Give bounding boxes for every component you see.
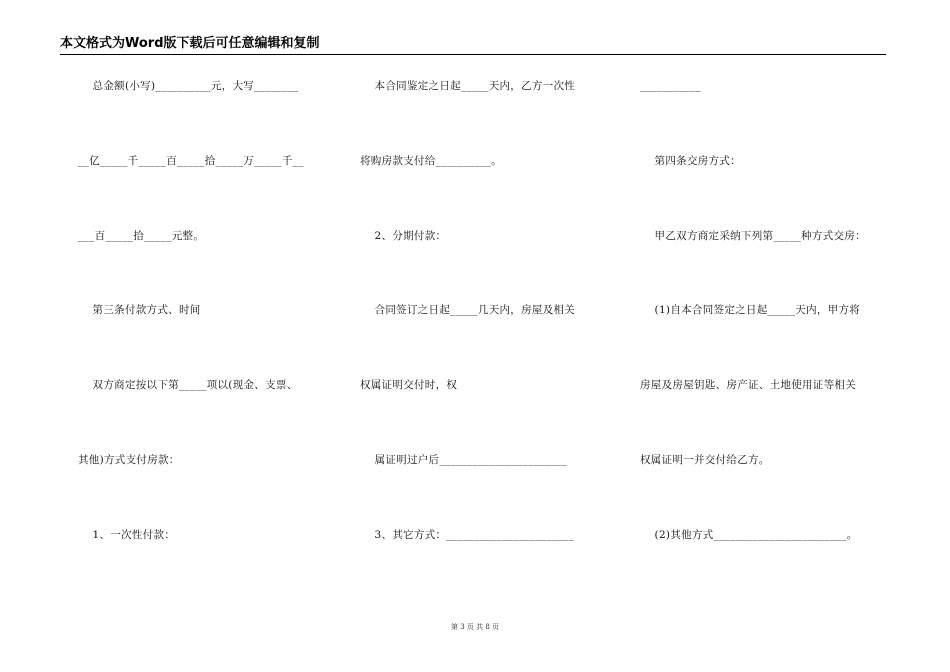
column-1-line-3: ___百_____拾_____元整。 [78,230,205,242]
column-2-line-4: 合同签订之日起_____几天内，房屋及相关 [360,304,576,316]
column-2-line-5: 权属证明交付时，权 [360,379,458,391]
column-1-line-6: 其他)方式支付房款： [78,454,180,466]
column-2-line-6: 属证明过户后_______________________ [360,454,567,466]
column-1-line-7: 1、一次性付款： [78,529,176,541]
column-3-line-2: 第四条交房方式： [640,155,741,167]
column-1-line-4: 第三条付款方式、时间 [78,304,201,316]
page-footer: 第 3 页 共 8 页 [450,623,500,631]
column-1-line-1: 总金额(小写)__________元，大写________ [78,80,299,92]
column-2-line-2: 将购房款支付给__________。 [360,155,502,167]
column-3-line-6: 权属证明一并交付给乙方。 [640,454,770,466]
column-1-line-5: 双方商定按以下第_____项以(现金、支票、 [78,379,298,391]
column-1-line-2: __亿_____千_____百_____拾_____万_____千__ [78,155,304,167]
column-3-line-7: (2)其他方式________________________。 [640,529,858,541]
column-2-line-3: 2、分期付款： [360,230,447,242]
column-3-line-1: ___________ [640,80,702,92]
text-column-3 [640,0,895,672]
text-column-2 [360,0,615,672]
text-column-1 [78,0,340,672]
column-2-line-1: 本合同鉴定之日起_____天内，乙方一次性 [360,80,576,92]
header-title: 本文格式为Word版下载后可任意编辑和复制 [60,36,320,51]
column-3-line-5: 房屋及房屋钥匙、房产证、土地使用证等相关 [640,379,856,391]
column-3-line-3: 甲乙双方商定采纳下列第_____种方式交房： [640,230,866,242]
column-3-line-4: (1)自本合同签定之日起_____天内，甲方将 [640,304,861,316]
column-2-line-7: 3、其它方式：_______________________ [360,529,574,541]
